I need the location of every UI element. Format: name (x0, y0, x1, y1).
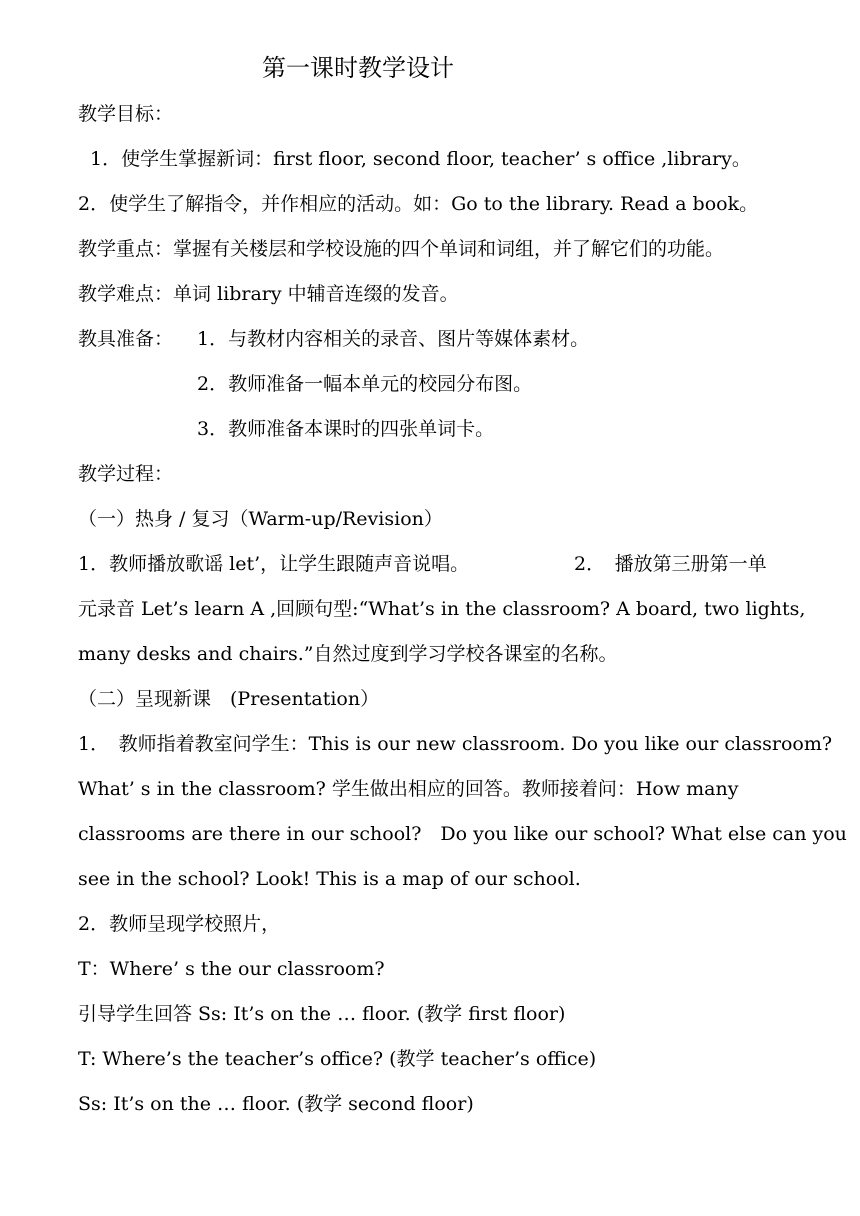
warmup-step-2: 2． 播放第三册第一单 (574, 553, 767, 575)
key-points: 教学重点：掌握有关楼层和学校设施的四个单词和词组，并了解它们的功能。 (78, 238, 725, 260)
objective-1: 1．使学生掌握新词：first floor, second floor, teacher’ s office ,library。 (90, 148, 751, 170)
dialogue-line-2: 引导学生回答 Ss: It’s on the … floor. (教学 first floor) (78, 1003, 566, 1025)
presentation-step-1-cont3: see in the school? Look! This is a map of our school. (78, 868, 581, 890)
material-3: 3．教师准备本课时的四张单词卡。 (197, 418, 495, 440)
document-title: 第一课时教学设计 (262, 54, 454, 82)
section-2-heading: （二）呈现新课 (Presentation） (78, 688, 380, 710)
objectives-heading: 教学目标： (78, 103, 174, 125)
materials-heading: 教具准备： (78, 328, 174, 350)
dialogue-line-1: T：Where’ s the our classroom? (78, 958, 385, 980)
objective-2: 2．使学生了解指令，并作相应的活动。如：Go to the library. Read a book。 (78, 193, 759, 215)
process-heading: 教学过程： (78, 463, 174, 485)
dialogue-line-4: Ss: It’s on the … floor. (教学 second floor) (78, 1093, 474, 1115)
presentation-step-2: 2．教师呈现学校照片， (78, 913, 281, 935)
warmup-step-2-cont: 元录音 Let’s learn A ,回顾句型:“What’s in the classroom? A board, two lights, (78, 598, 806, 620)
warmup-step-1: 1．教师播放歌谣 let’，让学生跟随声音说唱。 (78, 553, 470, 575)
section-1-heading: （一）热身 / 复习（Warm-up/Revision） (78, 508, 443, 530)
presentation-step-1: 1． 教师指着教室问学生：This is our new classroom. Do you like our classroom? (78, 733, 833, 755)
presentation-step-1-cont1: What’ s in the classroom? 学生做出相应的回答。教师接着问：How many (78, 778, 739, 800)
material-2: 2．教师准备一幅本单元的校园分布图。 (197, 373, 533, 395)
presentation-step-1-cont2: classrooms are there in our school? Do you like our school? What else can you (78, 823, 847, 845)
material-1: 1．与教材内容相关的录音、图片等媒体素材。 (197, 328, 590, 350)
warmup-step-2-end: many desks and chairs.”自然过度到学习学校各课室的名称。 (78, 643, 618, 665)
difficult-points: 教学难点：单词 library 中辅音连缀的发音。 (78, 283, 459, 305)
dialogue-line-3: T: Where’s the teacher’s office? (教学 teacher’s office) (78, 1048, 597, 1070)
